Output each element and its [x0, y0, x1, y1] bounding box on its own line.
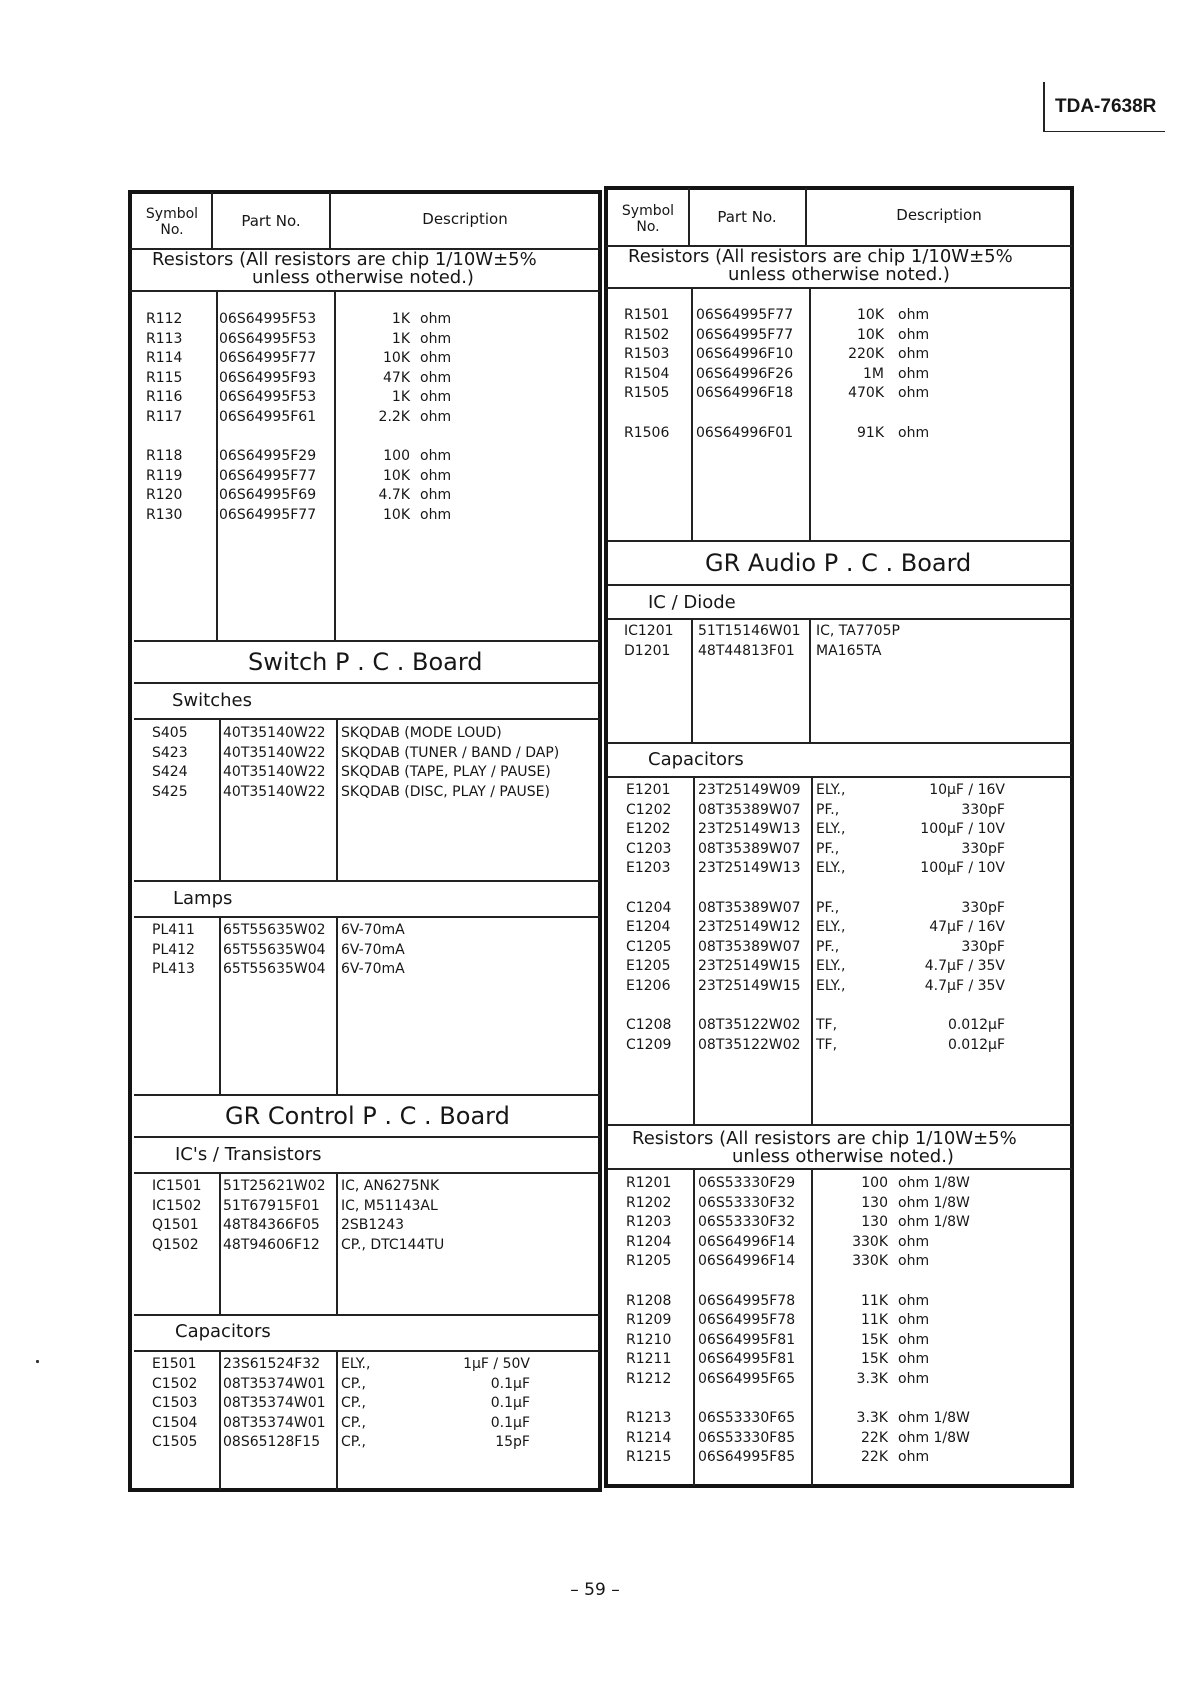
cell-val: 220K	[848, 346, 884, 363]
cell-part: 06S64995F78	[698, 1312, 796, 1329]
cell-unit: ohm	[420, 506, 452, 523]
cell-type: CP.,	[341, 1414, 366, 1431]
cell-desc: 2SB1243	[341, 1217, 405, 1234]
cell-val: 10μF / 16V	[929, 782, 1005, 798]
left-resistor-units	[420, 310, 451, 526]
cell-sym: IC1201	[624, 623, 674, 639]
cell-sym: R130	[146, 506, 183, 523]
cell-part: 08T35389W07	[698, 899, 801, 916]
cell-sym: C1502	[152, 1375, 198, 1392]
cell-val: 15K	[861, 1351, 888, 1368]
cell-desc: CP., DTC144TU	[341, 1236, 445, 1253]
cell-sym: R1214	[626, 1429, 672, 1446]
cell-desc: SKQDAB (DISC, PLAY / PAUSE)	[341, 783, 550, 800]
cell-sym: C1503	[152, 1395, 198, 1412]
cell-part: 06S64995F77	[219, 467, 317, 484]
cell-sym: R1506	[624, 424, 670, 441]
audio-resistor-units	[898, 1174, 970, 1468]
cell-part: 06S64995F77	[696, 326, 794, 343]
cell-part: 51T67915F01	[223, 1197, 320, 1214]
cell-desc: 6V-70mA	[341, 961, 405, 978]
cell-part: 08T35122W02	[698, 1017, 801, 1034]
audio-resistor-symbols	[626, 1174, 671, 1468]
cell-sym: R1201	[626, 1175, 672, 1191]
cell-type: ELY.,	[341, 1356, 371, 1372]
cell-val: 10K	[383, 506, 410, 523]
control-ic-descriptions	[341, 1177, 444, 1255]
cell-val: 470K	[848, 385, 884, 402]
audio-capacitors-label: Capacitors	[648, 749, 744, 770]
cell-val: 11K	[861, 1292, 888, 1309]
cell-sym: C1209	[626, 1036, 672, 1053]
cell-part: 40T35140W22	[223, 744, 326, 761]
cell-part: 06S64996F01	[696, 424, 794, 441]
cell-unit: ohm	[898, 424, 930, 441]
cell-sym: PL412	[152, 941, 195, 958]
right-resistor-symbols	[624, 306, 669, 443]
cell-part: 65T55635W02	[223, 922, 326, 938]
cell-part: 06S64996F14	[698, 1233, 796, 1250]
cell-sym: R1505	[624, 385, 670, 402]
cell-type: ELY.,	[816, 821, 846, 838]
cell-sym: R120	[146, 487, 183, 504]
cell-part: 23S61524F32	[223, 1356, 321, 1372]
left-resistor-values	[338, 310, 410, 526]
audio-ic-descriptions	[816, 622, 900, 661]
cell-unit: ohm	[420, 389, 452, 406]
cell-sym: Q1501	[152, 1217, 199, 1234]
cell-val: 15pF	[495, 1434, 530, 1451]
right-resistor-note: Resistors (All resistors are chip 1/10W±5% unless otherwise noted.)	[628, 246, 1013, 285]
cell-type: PF.,	[816, 801, 840, 818]
cell-type: PF.,	[816, 840, 840, 857]
cell-part: 65T55635W04	[223, 961, 326, 978]
audio-capacitor-values	[880, 781, 1005, 1055]
cell-type: ELY.,	[816, 860, 846, 877]
cell-sym: IC1502	[152, 1197, 202, 1214]
cell-part: 23T25149W15	[698, 977, 801, 994]
cell-part: 06S64995F85	[698, 1449, 796, 1466]
right-header-description: Description	[896, 206, 982, 224]
cell-sym: R1203	[626, 1214, 672, 1231]
cell-sym: R1502	[624, 326, 670, 343]
audio-ic-parts	[698, 622, 801, 661]
cell-part: 06S64995F81	[698, 1351, 796, 1368]
cell-val: 330pF	[961, 801, 1005, 818]
cell-part: 48T84366F05	[223, 1217, 320, 1234]
cell-type: ELY.,	[816, 977, 846, 994]
right-resistor-parts	[696, 306, 793, 443]
cell-unit: ohm	[898, 1370, 930, 1387]
cell-part: 23T25149W15	[698, 958, 801, 975]
cell-part: 23T25149W12	[698, 919, 801, 936]
cell-unit: ohm	[420, 448, 452, 465]
audio-resistor-parts	[698, 1174, 795, 1468]
cell-val: 4.7μF / 35V	[924, 958, 1005, 975]
cell-sym: C1203	[626, 840, 672, 857]
cell-type: TF,	[816, 1036, 838, 1053]
cell-part: 06S64995F29	[219, 448, 317, 465]
cell-val: 10K	[857, 307, 884, 323]
cell-type: ELY.,	[816, 958, 846, 975]
cell-sym: R1209	[626, 1312, 672, 1329]
cell-sym: S424	[152, 764, 188, 781]
cell-val: 0.1μF	[490, 1375, 530, 1392]
cell-sym: C1202	[626, 801, 672, 818]
cell-desc: IC, TA7705P	[816, 623, 900, 639]
cell-val: 130	[861, 1214, 888, 1231]
cell-unit: ohm	[898, 385, 930, 402]
left-resistor-parts	[219, 310, 316, 526]
cell-type: PF.,	[816, 938, 840, 955]
cell-sym: R115	[146, 369, 183, 386]
cell-val: 330K	[852, 1253, 888, 1270]
left-resistor-symbols	[146, 310, 182, 526]
cell-type: TF,	[816, 1017, 838, 1034]
cell-part: 06S64995F81	[698, 1331, 796, 1348]
cell-unit: ohm 1/8W	[898, 1194, 970, 1211]
cell-unit: ohm 1/8W	[898, 1429, 970, 1446]
cell-part: 06S64995F53	[219, 330, 317, 347]
cell-sym: R1504	[624, 365, 670, 382]
right-header-symbol: Symbol No.	[621, 203, 675, 235]
cell-part: 06S64995F61	[219, 408, 317, 425]
cell-sym: C1208	[626, 1017, 672, 1034]
cell-val: 1M	[863, 365, 884, 382]
cell-val: 11K	[861, 1312, 888, 1329]
cell-sym: C1504	[152, 1414, 198, 1431]
model-number: TDA-7638R	[1043, 82, 1165, 132]
control-capacitor-symbols	[152, 1355, 197, 1453]
cell-part: 06S64996F26	[696, 365, 794, 382]
switches-label: Switches	[172, 690, 252, 711]
cell-sym: C1205	[626, 938, 672, 955]
cell-sym: R116	[146, 389, 183, 406]
control-ic-parts	[223, 1177, 326, 1255]
cell-part: 23T25149W13	[698, 821, 801, 838]
switch-board-title: Switch P . C . Board	[248, 648, 483, 676]
lamp-parts	[223, 921, 326, 980]
cell-unit: ohm	[420, 330, 452, 347]
cell-type: CP.,	[341, 1375, 366, 1392]
cell-desc: SKQDAB (MODE LOUD)	[341, 725, 502, 741]
cell-val: 4.7K	[378, 487, 410, 504]
cell-sym: S405	[152, 725, 188, 741]
cell-val: 100μF / 10V	[920, 821, 1005, 838]
cell-sym: R117	[146, 408, 183, 425]
cell-part: 48T44813F01	[698, 642, 795, 659]
right-resistor-values	[812, 306, 884, 443]
cell-unit: ohm	[898, 1253, 930, 1270]
cell-val: 0.012μF	[947, 1036, 1005, 1053]
cell-val: 1K	[391, 311, 410, 327]
cell-val: 0.012μF	[947, 1017, 1005, 1034]
cell-part: 06S64995F78	[698, 1292, 796, 1309]
cell-part: 06S64996F14	[698, 1253, 796, 1270]
cell-part: 65T55635W04	[223, 941, 326, 958]
cell-val: 0.1μF	[490, 1414, 530, 1431]
audio-board-title: GR Audio P . C . Board	[705, 549, 972, 577]
cell-unit: ohm	[898, 1292, 930, 1309]
cell-val: 3.3K	[856, 1370, 888, 1387]
cell-type: CP.,	[341, 1395, 366, 1412]
cell-desc: IC, M51143AL	[341, 1197, 438, 1214]
cell-type: ELY.,	[816, 782, 846, 798]
cell-sym: R119	[146, 467, 183, 484]
cell-part: 08T35389W07	[698, 840, 801, 857]
lamps-label: Lamps	[173, 888, 233, 909]
cell-val: 0.1μF	[490, 1395, 530, 1412]
cell-part: 06S53330F32	[698, 1194, 796, 1211]
cell-val: 22K	[861, 1449, 888, 1466]
cell-val: 10K	[383, 467, 410, 484]
cell-part: 06S64995F53	[219, 389, 317, 406]
cell-unit: ohm	[898, 326, 930, 343]
control-capacitor-types	[341, 1355, 370, 1453]
cell-part: 06S64995F53	[219, 311, 317, 327]
cell-part: 51T25621W02	[223, 1178, 326, 1194]
control-capacitor-parts	[223, 1355, 326, 1453]
cell-part: 06S53330F29	[698, 1175, 796, 1191]
cell-sym: PL413	[152, 961, 195, 978]
cell-unit: ohm	[898, 365, 930, 382]
cell-part: 08T35374W01	[223, 1375, 326, 1392]
cell-sym: R1211	[626, 1351, 672, 1368]
lamp-descriptions	[341, 921, 405, 980]
cell-val: 91K	[857, 424, 884, 441]
audio-resistor-values	[812, 1174, 888, 1468]
cell-desc: SKQDAB (TUNER / BAND / DAP)	[341, 744, 560, 761]
cell-desc: 6V-70mA	[341, 922, 405, 938]
cell-part: 06S64995F77	[219, 506, 317, 523]
cell-sym: S423	[152, 744, 188, 761]
page-number: – 59 –	[570, 1580, 620, 1600]
cell-val: 130	[861, 1194, 888, 1211]
cell-val: 100	[861, 1175, 888, 1191]
cell-desc: MA165TA	[816, 642, 882, 659]
cell-unit: ohm	[420, 487, 452, 504]
cell-val: 100	[383, 448, 410, 465]
cell-sym: R114	[146, 350, 183, 367]
cell-val: 4.7μF / 35V	[924, 977, 1005, 994]
cell-sym: R118	[146, 448, 183, 465]
cell-val: 2.2K	[378, 408, 410, 425]
cell-part: 08S65128F15	[223, 1434, 321, 1451]
cell-unit: ohm	[898, 1449, 930, 1466]
cell-val: 47μF / 16V	[929, 919, 1005, 936]
cell-val: 330pF	[961, 840, 1005, 857]
cell-sym: R1204	[626, 1233, 672, 1250]
cell-unit: ohm	[420, 311, 452, 327]
cell-val: 330pF	[961, 899, 1005, 916]
cell-part: 23T25149W09	[698, 782, 801, 798]
cell-part: 48T94606F12	[223, 1236, 320, 1253]
cell-sym: C1505	[152, 1434, 198, 1451]
cell-val: 10K	[383, 350, 410, 367]
cell-part: 06S64995F69	[219, 487, 317, 504]
cell-sym: R1212	[626, 1370, 672, 1387]
cell-sym: D1201	[624, 642, 671, 659]
cell-val: 1K	[391, 330, 410, 347]
cell-unit: ohm	[898, 1312, 930, 1329]
cell-unit: ohm	[898, 1331, 930, 1348]
cell-sym: R112	[146, 311, 183, 327]
cell-desc: SKQDAB (TAPE, PLAY / PAUSE)	[341, 764, 551, 781]
cell-sym: E1501	[152, 1356, 197, 1372]
cell-unit: ohm	[420, 408, 452, 425]
cell-unit: ohm	[898, 346, 930, 363]
cell-unit: ohm 1/8W	[898, 1214, 970, 1231]
audio-ic-symbols	[624, 622, 674, 661]
cell-part: 06S64995F77	[696, 307, 794, 323]
cell-unit: ohm 1/8W	[898, 1410, 970, 1427]
cell-part: 06S53330F32	[698, 1214, 796, 1231]
cell-type: ELY.,	[816, 919, 846, 936]
cell-part: 06S64996F10	[696, 346, 794, 363]
cell-part: 06S53330F85	[698, 1429, 796, 1446]
scan-speck	[36, 1360, 39, 1363]
cell-part: 06S64996F18	[696, 385, 794, 402]
audio-capacitor-types	[816, 781, 845, 1055]
cell-val: 1μF / 50V	[463, 1356, 530, 1372]
cell-val: 330K	[852, 1233, 888, 1250]
cell-part: 40T35140W22	[223, 764, 326, 781]
cell-part: 23T25149W13	[698, 860, 801, 877]
cell-unit: ohm	[420, 369, 452, 386]
cell-sym: E1205	[626, 958, 671, 975]
left-header-description: Description	[422, 210, 508, 228]
cell-val: 47K	[383, 369, 410, 386]
cell-unit: ohm	[898, 1233, 930, 1250]
right-header-part: Part No.	[717, 208, 777, 226]
cell-type: CP.,	[341, 1434, 366, 1451]
cell-sym: E1201	[626, 782, 671, 798]
cell-val: 10K	[857, 326, 884, 343]
cell-sym: E1204	[626, 919, 671, 936]
cell-sym: E1206	[626, 977, 671, 994]
right-resistor-units	[898, 306, 929, 443]
left-resistor-note: Resistors (All resistors are chip 1/10W±5% unless otherwise noted.)	[152, 249, 537, 288]
cell-part: 06S64995F77	[219, 350, 317, 367]
cell-unit: ohm	[420, 467, 452, 484]
control-board-title: GR Control P . C . Board	[225, 1102, 510, 1130]
cell-part: 08T35374W01	[223, 1414, 326, 1431]
cell-val: 3.3K	[856, 1410, 888, 1427]
cell-val: 22K	[861, 1429, 888, 1446]
cell-sym: IC1501	[152, 1178, 202, 1194]
lamp-symbols	[152, 921, 195, 980]
cell-sym: R1501	[624, 307, 670, 323]
control-capacitor-values	[420, 1355, 530, 1453]
cell-sym: R1503	[624, 346, 670, 363]
cell-sym: S425	[152, 783, 188, 800]
cell-val: 330pF	[961, 938, 1005, 955]
cell-val: 15K	[861, 1331, 888, 1348]
cell-sym: Q1502	[152, 1236, 199, 1253]
cell-part: 08T35374W01	[223, 1395, 326, 1412]
audio-ic-label: IC / Diode	[648, 592, 736, 613]
audio-resistor-note: Resistors (All resistors are chip 1/10W±5% unless otherwise noted.)	[632, 1128, 1017, 1167]
cell-sym: R1215	[626, 1449, 672, 1466]
control-ic-symbols	[152, 1177, 202, 1255]
cell-type: PF.,	[816, 899, 840, 916]
cell-val: 100μF / 10V	[920, 860, 1005, 877]
cell-desc: IC, AN6275NK	[341, 1178, 440, 1194]
cell-sym: R1213	[626, 1410, 672, 1427]
control-ic-label: IC's / Transistors	[175, 1144, 322, 1165]
switch-descriptions	[341, 724, 559, 802]
switch-symbols	[152, 724, 188, 802]
cell-desc: 6V-70mA	[341, 941, 405, 958]
cell-part: 40T35140W22	[223, 725, 326, 741]
cell-sym: R1210	[626, 1331, 672, 1348]
cell-sym: C1204	[626, 899, 672, 916]
cell-part: 06S64995F93	[219, 369, 317, 386]
cell-part: 06S64995F65	[698, 1370, 796, 1387]
cell-part: 08T35389W07	[698, 801, 801, 818]
cell-part: 51T15146W01	[698, 623, 801, 639]
cell-val: 1K	[391, 389, 410, 406]
cell-part: 40T35140W22	[223, 783, 326, 800]
cell-sym: E1203	[626, 860, 671, 877]
cell-sym: R1202	[626, 1194, 672, 1211]
cell-part: 06S53330F65	[698, 1410, 796, 1427]
cell-unit: ohm	[420, 350, 452, 367]
left-header-symbol: Symbol No.	[145, 206, 199, 238]
left-header-part: Part No.	[241, 212, 301, 230]
cell-unit: ohm	[898, 307, 930, 323]
cell-sym: R113	[146, 330, 183, 347]
cell-sym: R1205	[626, 1253, 672, 1270]
audio-capacitor-parts	[698, 781, 801, 1055]
switch-parts	[223, 724, 326, 802]
cell-unit: ohm	[898, 1351, 930, 1368]
cell-part: 08T35122W02	[698, 1036, 801, 1053]
control-capacitors-label: Capacitors	[175, 1321, 271, 1342]
cell-part: 08T35389W07	[698, 938, 801, 955]
cell-sym: PL411	[152, 922, 195, 938]
cell-unit: ohm 1/8W	[898, 1175, 970, 1191]
audio-capacitor-symbols	[626, 781, 671, 1055]
cell-sym: E1202	[626, 821, 671, 838]
cell-sym: R1208	[626, 1292, 672, 1309]
